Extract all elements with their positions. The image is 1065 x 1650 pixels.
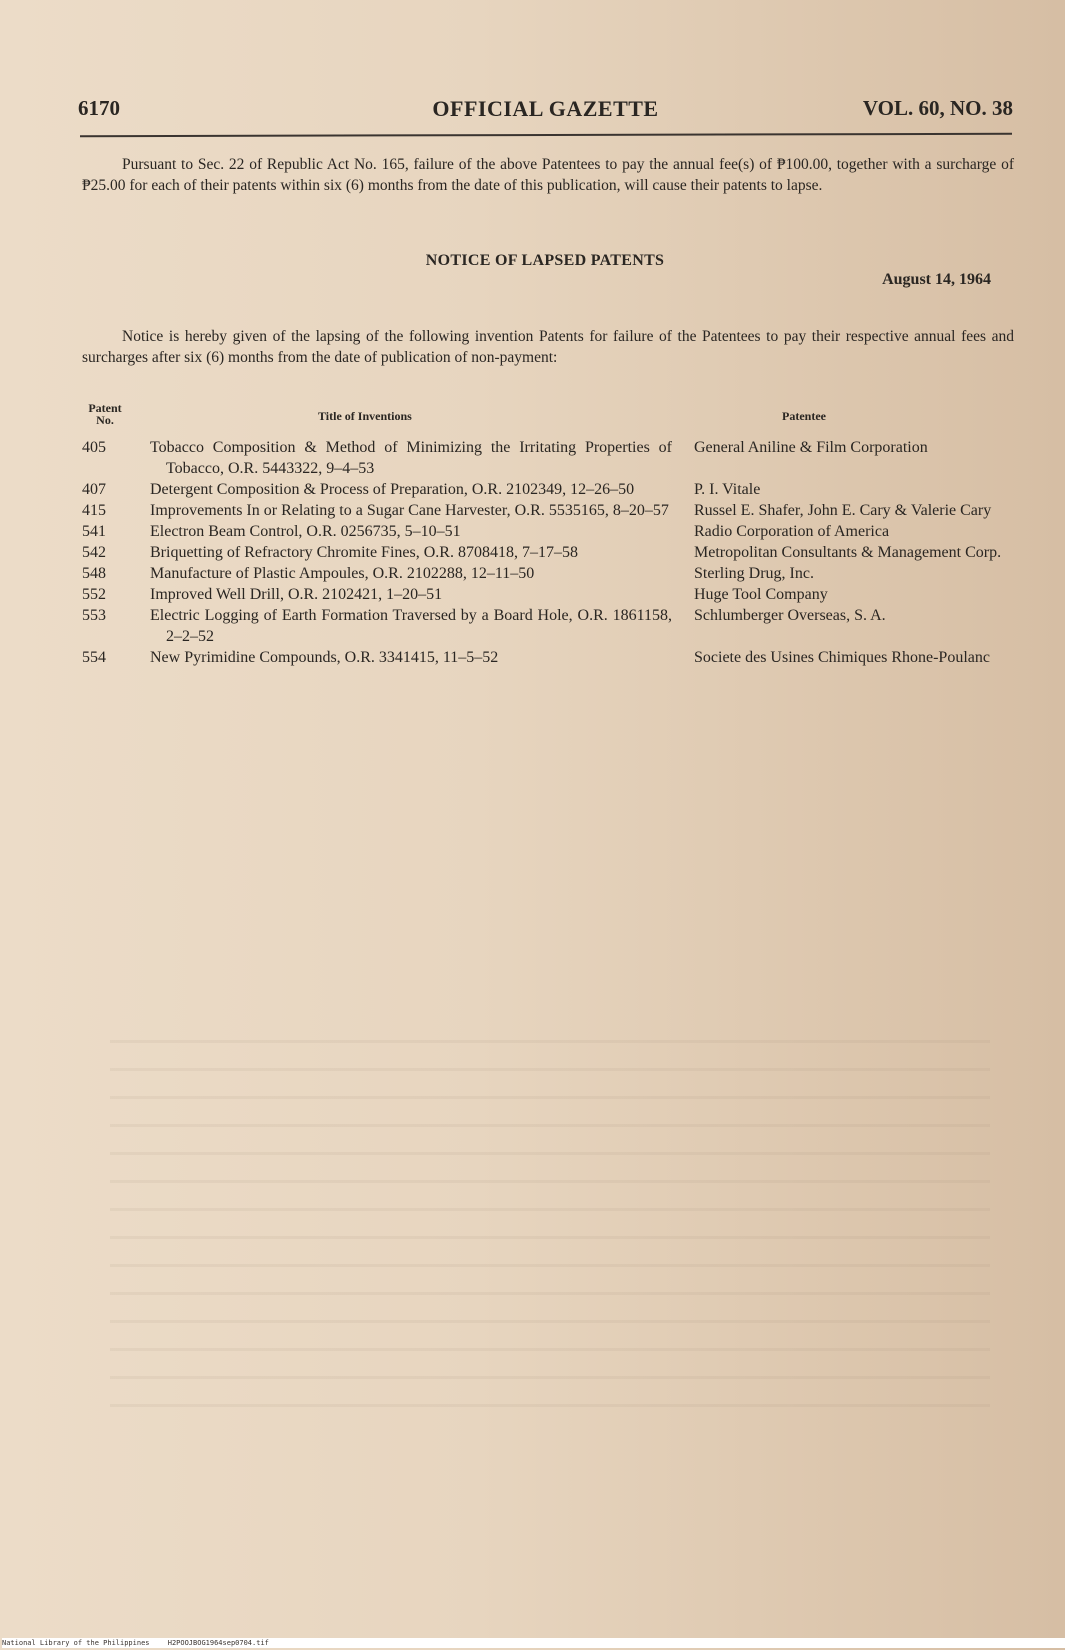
table-row bbox=[82, 647, 1022, 668]
invention-title: Manufacture of Plastic Ampoules, O.R. 2102288, 12–11–50 bbox=[150, 565, 535, 582]
header-rule bbox=[80, 133, 1012, 137]
patent-no-header-line1: Patent bbox=[88, 401, 122, 415]
table-row bbox=[82, 542, 1022, 563]
patentee-name: P. I. Vitale bbox=[694, 481, 761, 498]
patentee-name: Sterling Drug, Inc. bbox=[694, 565, 814, 582]
table-row bbox=[82, 584, 1022, 605]
invention-title: Improvements In or Relating to a Sugar Cane Harvester, O.R. 5535165, 8–20–57 bbox=[150, 502, 669, 519]
patent-no-header bbox=[82, 402, 128, 426]
library-credit: National Library of the Philippines bbox=[2, 1639, 150, 1647]
patentee-header: Patentee bbox=[782, 409, 826, 423]
table-row bbox=[82, 605, 1022, 647]
patent-number: 553 bbox=[82, 607, 106, 624]
patent-number: 554 bbox=[82, 649, 106, 666]
invention-title: Tobacco Composition & Method of Minimizing the Irritating Properties of Tobacco, O.R. 5443322, 9–4–53 bbox=[150, 439, 672, 477]
patentee-name: General Aniline & Film Corporation bbox=[694, 439, 928, 456]
table-row bbox=[82, 479, 1022, 500]
notice-body: Notice is hereby given of the lapsing of the following invention Patents for failure of the Patentees to pay their respective annual fees and surcharges after six (6) months from the date of publication of non-payment: bbox=[82, 328, 1014, 366]
patentee-name: Russel E. Shafer, John E. Cary & Valerie Cary bbox=[694, 502, 992, 519]
invention-title: Electric Logging of Earth Formation Traversed by a Board Hole, O.R. 1861158, 2–2–52 bbox=[150, 607, 672, 645]
patentee-name: Societe des Usines Chimiques Rhone-Poulanc bbox=[694, 649, 990, 666]
running-head bbox=[78, 96, 1013, 124]
patent-number: 552 bbox=[82, 586, 106, 603]
page-number: 6170 bbox=[78, 96, 120, 120]
table-row bbox=[82, 437, 1022, 479]
patentee-name: Metropolitan Consultants & Management Corp. bbox=[694, 544, 1002, 561]
notice-date: August 14, 1964 bbox=[882, 271, 991, 288]
publication-title: OFFICIAL GAZETTE bbox=[432, 96, 659, 121]
patentee-name: Radio Corporation of America bbox=[694, 523, 890, 540]
invention-title: Electron Beam Control, O.R. 0256735, 5–10–51 bbox=[150, 523, 461, 540]
table-row bbox=[82, 500, 1022, 521]
table-row bbox=[82, 521, 1022, 542]
invention-title: Detergent Composition & Process of Preparation, O.R. 2102349, 12–26–50 bbox=[150, 481, 635, 498]
invention-title: Briquetting of Refractory Chromite Fines, O.R. 8708418, 7–17–58 bbox=[150, 544, 578, 561]
patent-number: 405 bbox=[82, 439, 106, 456]
patent-no-header-line2: No. bbox=[96, 413, 114, 427]
scan-filename: H2POOJBOG1964sep0704.tif bbox=[167, 1639, 269, 1647]
patent-number: 407 bbox=[82, 481, 106, 498]
patent-number: 541 bbox=[82, 523, 106, 540]
invention-title: Improved Well Drill, O.R. 2102421, 1–20–51 bbox=[150, 586, 443, 603]
scan-footer bbox=[2, 1638, 1065, 1648]
intro-paragraph: Pursuant to Sec. 22 of Republic Act No. 165, failure of the above Patentees to pay the annual fee(s) of ₱100.00, together with a surcharge of ₱25.00 for each of their patents within six (6) months from the date of this publication, will cause their patents to lapse. bbox=[82, 156, 1014, 194]
table-row bbox=[82, 563, 1022, 584]
patent-number: 542 bbox=[82, 544, 106, 561]
lapsed-patents-table bbox=[82, 437, 1022, 668]
patentee-name: Huge Tool Company bbox=[694, 586, 828, 603]
show-through-block bbox=[110, 1040, 990, 1420]
volume-number: VOL. 60, NO. 38 bbox=[862, 96, 1013, 120]
patent-number: 415 bbox=[82, 502, 106, 519]
title-header: Title of Inventions bbox=[318, 409, 412, 423]
patent-number: 548 bbox=[82, 565, 106, 582]
notice-heading: NOTICE OF LAPSED PATENTS bbox=[425, 252, 665, 269]
invention-title: New Pyrimidine Compounds, O.R. 3341415, 11–5–52 bbox=[150, 649, 499, 666]
patentee-name: Schlumberger Overseas, S. A. bbox=[694, 607, 886, 624]
